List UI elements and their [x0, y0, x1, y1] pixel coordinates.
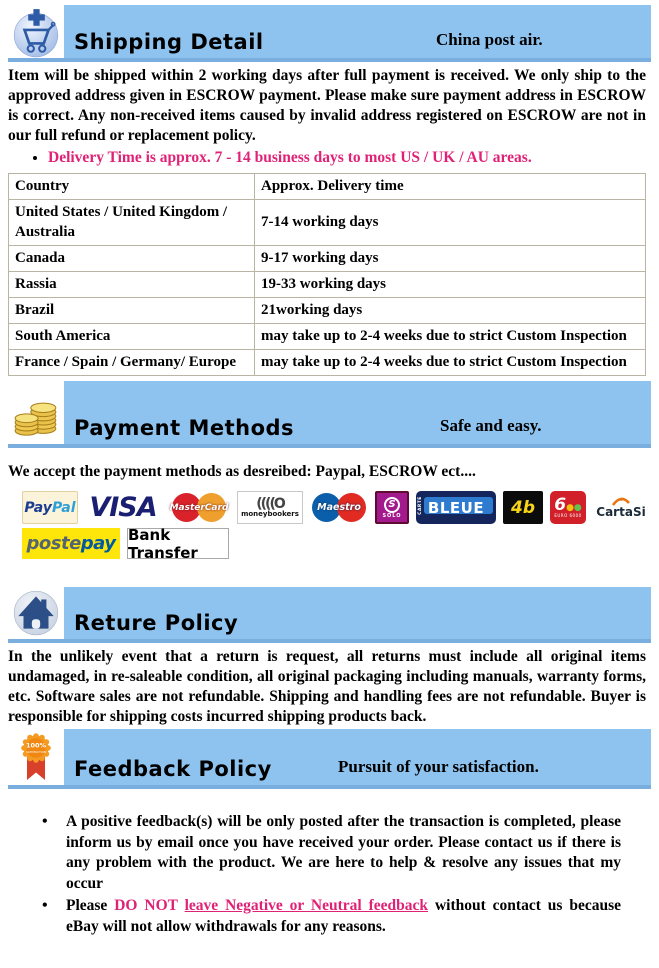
feedback-banner [8, 729, 651, 789]
gold-coins-icon [12, 388, 60, 438]
payment-banner [8, 381, 651, 448]
table-row [9, 298, 646, 324]
svg-text:SATISFACTION: SATISFACTION [26, 750, 46, 754]
table-row [9, 200, 646, 246]
bank-transfer-logo: Bank Transfer [127, 528, 229, 559]
payment-logos-row2 [22, 525, 659, 562]
cell-country: South America [9, 324, 255, 350]
euro6000-dot-green: ● [573, 503, 582, 513]
shipping-icon-box [8, 5, 64, 58]
cell-time: 7-14 working days [255, 200, 646, 246]
euro6000-logo: 6●● EURO 6000 [550, 491, 586, 524]
do-not-warning: DO NOT [114, 897, 185, 914]
satisfaction-badge-icon [13, 730, 59, 784]
header-country: Country [9, 174, 255, 200]
payment-intro: We accept the payment methods as desreibed: Paypal, ESCROW ect.... [8, 463, 476, 480]
carte-bleue-logo: CARTE BLEUE [416, 491, 496, 524]
shipping-banner [8, 5, 651, 62]
feedback-tagline: Pursuit of your satisfaction. [338, 757, 539, 776]
cell-time: 19-33 working days [255, 272, 646, 298]
4b-logo: 4b [503, 491, 543, 524]
cell-country: Canada [9, 246, 255, 272]
delivery-time-note: Delivery Time is approx. 7 - 14 business days to most US / UK / AU areas. [48, 149, 532, 166]
payment-tagline: Safe and easy. [440, 416, 542, 435]
payment-logos-row1 [22, 491, 659, 524]
svg-text:100%: 100% [25, 741, 47, 750]
delivery-table [8, 173, 646, 376]
payment-title: Payment Methods [74, 416, 295, 440]
euro6000-dot-yellow: ● [566, 503, 574, 513]
feedback-bullet-negative: • Please DO NOT leave Negative or Neutral feedback without contact us because eBay will not allow withdrawals for any reasons. [66, 896, 659, 937]
cell-time: may take up to 2-4 weeks due to strict Custom Inspection [255, 350, 646, 376]
mastercard-logo: MasterCard [168, 491, 230, 524]
table-row [9, 324, 646, 350]
header-delivery-time: Approx. Delivery time [255, 174, 646, 200]
cell-country: Brazil [9, 298, 255, 324]
cell-time: 9-17 working days [255, 246, 646, 272]
feedback-bullet-list [0, 812, 659, 937]
table-row [9, 350, 646, 376]
cell-country: Rassia [9, 272, 255, 298]
table-row [9, 246, 646, 272]
cartasi-logo: CartaSi [593, 491, 649, 524]
shipping-paragraph: Item will be shipped within 2 working days after full payment is received. We only ship to the approved address given in ESCROW payment. Please make sure payment address in ESCROW is correct. Any non-received items caused by invalid address registered on ESCROW are not in our full refund or replacement policy. [8, 67, 646, 144]
negative-feedback-link[interactable]: leave Negative or Neutral feedback [184, 897, 429, 914]
house-icon [12, 588, 60, 638]
visa-logo: VISA [85, 491, 161, 524]
solo-logo: S SOLO [375, 491, 409, 524]
payment-icon-box [8, 381, 64, 444]
feedback-title: Feedback Policy [74, 757, 272, 781]
postepay-logo: poste pay [22, 528, 120, 559]
shipping-tagline: China post air. [436, 30, 543, 49]
feedback-icon-box [8, 729, 64, 785]
return-paragraph: In the unlikely event that a return is request, all returns must include all original items undamaged, in re-saleable condition, all original packaging including manuals, warranty forms, etc. Software sales are not refundable. Shipping and handling fees are not refundable. Buyer is responsible for shipping costs incurred shipping products back. [8, 648, 646, 725]
maestro-logo: Maestro [310, 491, 368, 524]
feedback-bullet-positive: • A positive feedback(s) will be only posted after the transaction is completed, please inform us by email once you have received your order. Please contact us if there is any problem with the product. We are here to help & resolve any issues that my occur [66, 812, 659, 894]
paypal-logo: Pay Pal [22, 491, 78, 524]
cell-country: France / Spain / Germany/ Europe [9, 350, 255, 376]
return-icon-box [8, 587, 64, 639]
return-banner [8, 587, 651, 643]
table-header-row [9, 174, 646, 200]
cell-time: may take up to 2-4 weeks due to strict Custom Inspection [255, 324, 646, 350]
cell-time: 21working days [255, 298, 646, 324]
cell-country: United States / United Kingdom / Australia [9, 200, 255, 246]
delivery-note-item [48, 148, 646, 168]
moneybookers-logo: ((((O moneybookers [237, 491, 303, 524]
cart-plus-icon [12, 6, 60, 58]
return-title: Reture Policy [74, 611, 239, 635]
shipping-title: Shipping Detail [74, 30, 264, 54]
delivery-note-list [0, 148, 646, 168]
table-row [9, 272, 646, 298]
